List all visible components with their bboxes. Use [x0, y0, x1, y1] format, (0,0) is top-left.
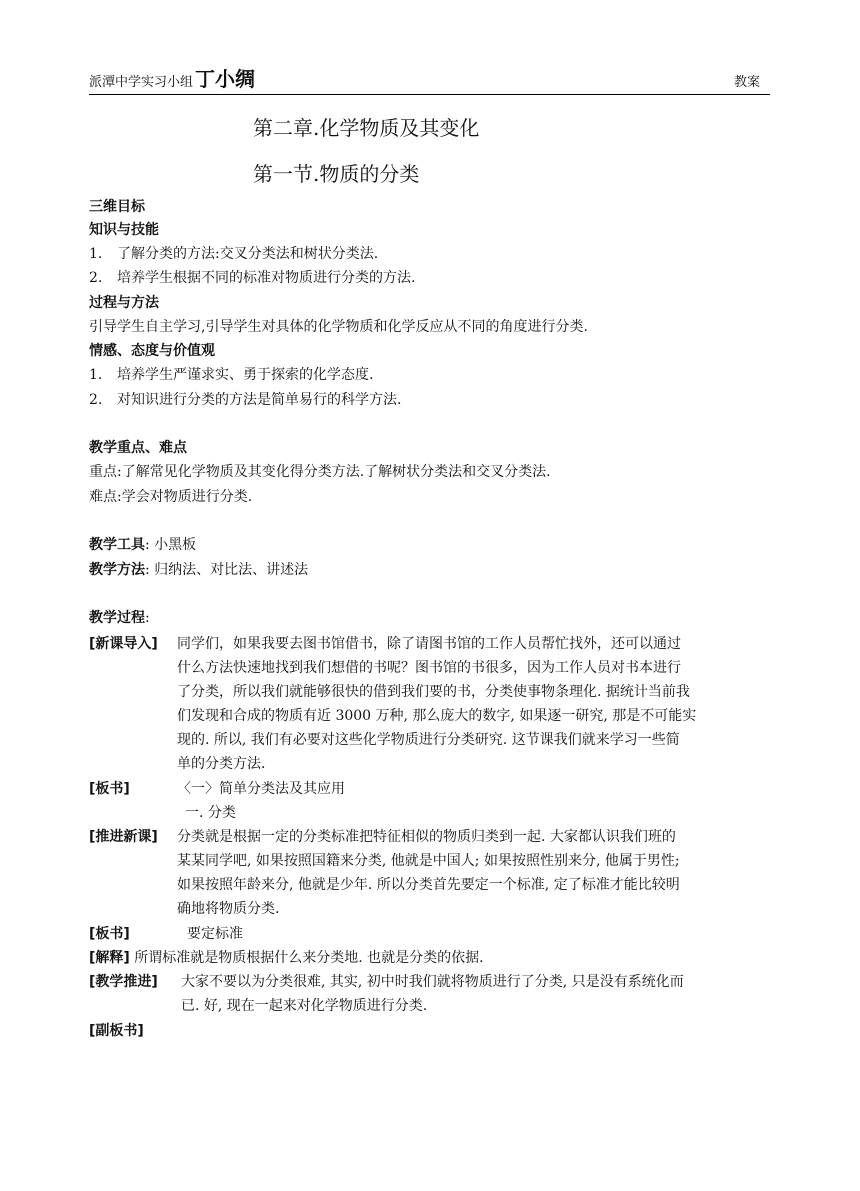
tools-label: 教学工具 — [89, 537, 145, 553]
paragraph-line: 什么方法快速地找到我们想借的书呢？图书馆的书很多，因为工作人员对书本进行 — [177, 660, 681, 676]
paragraph-line: 如果按照年龄来分, 他就是少年. 所以分类首先要定一个标准, 定了标准才能比较明 — [177, 877, 680, 893]
tag-board: [板书] — [89, 926, 130, 942]
explain-row — [89, 946, 484, 970]
process-text: 引导学生自主学习,引导学生对具体的化学物质和化学反应从不同的角度进行分类. — [89, 319, 588, 335]
paragraph-line: 已. 好, 现在一起来对化学物质进行分类. — [181, 998, 428, 1014]
paragraph-line: 现的. 所以, 我们有必要对这些化学物质进行分类研究. 这节课我们就来学习一些简 — [177, 732, 680, 748]
tag-sub-board: [副板书] — [89, 1023, 144, 1039]
knowledge-item — [89, 243, 378, 266]
method-label: 教学方法 — [89, 562, 145, 578]
tag-explain: [解释] — [89, 950, 130, 966]
item-text: 培养学生严谨求实、勇于探索的化学态度. — [117, 367, 374, 383]
item-number: 2. — [89, 270, 103, 286]
header-author — [89, 63, 255, 92]
item-number: 1. — [89, 367, 103, 383]
attitude-item — [89, 389, 401, 412]
section-title: 第一节.物质的分类 — [253, 162, 420, 186]
heading-text: 教学过程 — [89, 610, 145, 626]
paragraph-line: 同学们，如果我要去图书馆借书，除了请图书馆的工作人员帮忙找外，还可以通过 — [177, 636, 681, 652]
paragraph-line: 确地将物质分类. — [177, 901, 280, 917]
author-name: 丁小绸 — [195, 67, 256, 91]
knowledge-heading: 知识与技能 — [89, 222, 159, 238]
teaching-method — [89, 559, 308, 582]
item-text: 对知识进行分类的方法是简单易行的科学方法. — [117, 392, 402, 408]
doc-type: 教案 — [733, 75, 760, 90]
board-line: 〈一〉简单分类法及其应用 — [177, 781, 345, 797]
item-number: 2. — [89, 392, 103, 408]
item-number: 1. — [89, 246, 103, 262]
key-points-heading: 教学重点、难点 — [89, 440, 187, 456]
knowledge-item — [89, 267, 415, 290]
school-group: 派潭中学实习小组 — [89, 75, 194, 90]
paragraph-line: 某某同学吧, 如果按照国籍来分类, 他就是中国人; 如果按照性别来分, 他属于男性; — [177, 853, 680, 869]
attitude-heading: 情感、态度与价值观 — [89, 343, 215, 359]
attitude-item — [89, 364, 373, 387]
tag-advance: [推进新课] — [89, 829, 158, 845]
tag-board: [板书] — [89, 781, 130, 797]
goals-heading: 三维目标 — [89, 199, 145, 215]
tools-value: : 小黑板 — [145, 537, 197, 553]
heading-suffix: : — [145, 610, 150, 626]
paragraph-line: 了分类，所以我们就能够很快的借到我们要的书，分类使事物条理化. 据统计当前我 — [177, 684, 690, 700]
page-header — [89, 66, 770, 95]
board-content — [177, 777, 772, 825]
explain-text: 所谓标准就是物质根据什么来分类地. 也就是分类的依据. — [134, 950, 484, 966]
paragraph-line: 分类就是根据一定的分类标准把特征相似的物质归类到一起. 大家都认识我们班的 — [177, 829, 676, 845]
teaching-tools — [89, 534, 196, 557]
process-heading: 过程与方法 — [89, 295, 159, 311]
tag-teaching-advance: [教学推进] — [89, 974, 158, 990]
intro-paragraph — [177, 632, 772, 776]
item-text: 培养学生根据不同的标准对物质进行分类的方法. — [117, 270, 416, 286]
paragraph-line: 们发现和合成的物质有近 3000 万种, 那么庞大的数字, 如果逐一研究, 那是不可能实 — [177, 708, 697, 724]
method-value: : 归纳法、对比法、讲述法 — [145, 562, 309, 578]
key-focus: 重点:了解常见化学物质及其变化得分类方法.了解树状分类法和交叉分类法. — [89, 464, 551, 480]
key-difficulty: 难点:学会对物质进行分类. — [89, 489, 253, 505]
chapter-title: 第二章.化学物质及其变化 — [253, 116, 480, 140]
item-text: 了解分类的方法:交叉分类法和树状分类法. — [117, 246, 379, 262]
board-line: 一. 分类 — [185, 805, 236, 821]
advance-paragraph — [177, 825, 772, 921]
paragraph-line: 单的分类方法. — [177, 756, 266, 772]
teaching-advance-paragraph — [181, 970, 766, 1018]
tag-new-lesson: [新课导入] — [89, 636, 158, 652]
paragraph-line: 大家不要以为分类很难, 其实, 初中时我们就将物质进行了分类, 只是没有系统化而 — [181, 974, 684, 990]
board-text: 要定标准 — [187, 926, 243, 942]
process-section-heading — [89, 607, 150, 630]
